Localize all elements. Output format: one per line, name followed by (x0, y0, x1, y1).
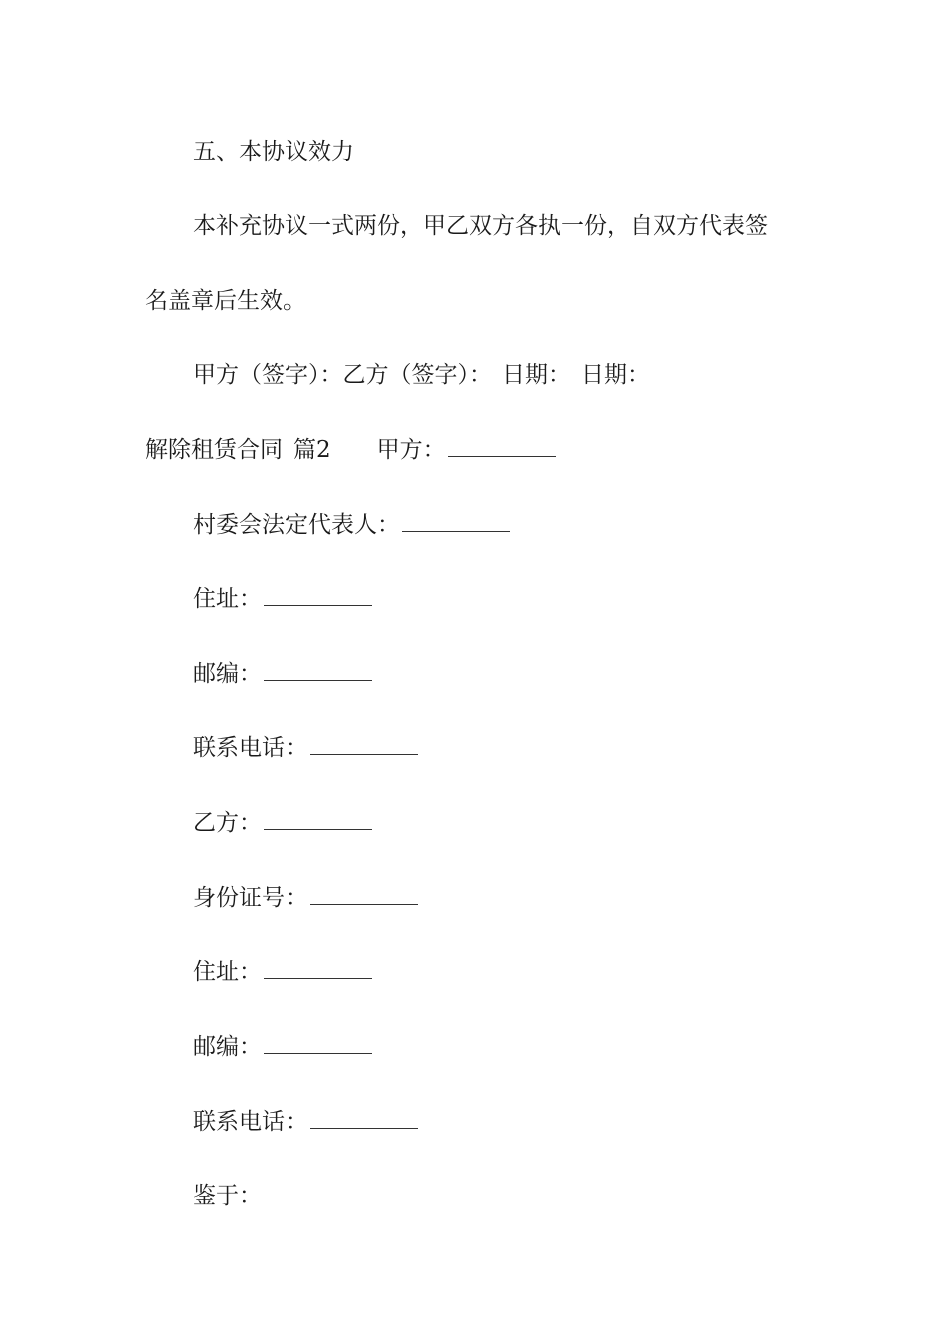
paragraph-line-1 (145, 211, 863, 241)
whereas-label: 鉴于： (193, 1183, 262, 1209)
signature-labels: 甲方（签字）：乙方（签字）： (193, 362, 492, 388)
field-party-b-postcode (145, 1032, 863, 1062)
field-party-b-id-number (145, 883, 863, 913)
date-label-2: 日期： (581, 362, 650, 388)
field-label: 邮编： (193, 1034, 262, 1060)
contract-title-line (145, 435, 815, 465)
heading-text: 五、本协议效力 (193, 139, 354, 165)
field-label: 乙方： (193, 810, 262, 836)
party-a-label: 甲方： (376, 437, 446, 463)
field-party-b-phone (145, 1107, 863, 1137)
field-party-a-phone (145, 733, 863, 763)
field-legal-representative (145, 510, 863, 540)
date-label-1: 日期： (502, 362, 571, 388)
field-blank (264, 660, 372, 681)
field-party-a-postcode (145, 659, 863, 689)
section-heading-agreement-effect (145, 137, 863, 167)
field-label: 身份证号： (193, 885, 308, 911)
field-party-a-address (145, 584, 863, 614)
paragraph-text: 名盖章后生效。 (145, 288, 306, 314)
paragraph-line-2 (145, 286, 815, 316)
field-blank (310, 1108, 418, 1129)
field-label: 联系电话： (193, 1109, 308, 1135)
field-label: 邮编： (193, 661, 262, 687)
field-label: 村委会法定代表人： (193, 512, 400, 538)
field-blank (264, 958, 372, 979)
signature-line (145, 360, 863, 390)
field-label: 联系电话： (193, 735, 308, 761)
whereas-line (145, 1181, 863, 1211)
field-party-b (145, 808, 863, 838)
field-label: 住址： (193, 959, 262, 985)
paragraph-text: 本补充协议一式两份，甲乙双方各执一份，自双方代表签 (193, 213, 768, 239)
field-party-b-address (145, 957, 863, 987)
section-number: 篇2 (293, 437, 331, 463)
field-blank (310, 734, 418, 755)
field-blank (402, 511, 510, 532)
field-blank (264, 1033, 372, 1054)
field-blank (310, 884, 418, 905)
field-blank (264, 809, 372, 830)
party-a-blank (448, 436, 556, 457)
field-blank (264, 585, 372, 606)
field-label: 住址： (193, 586, 262, 612)
contract-title: 解除租赁合同 (145, 437, 283, 463)
